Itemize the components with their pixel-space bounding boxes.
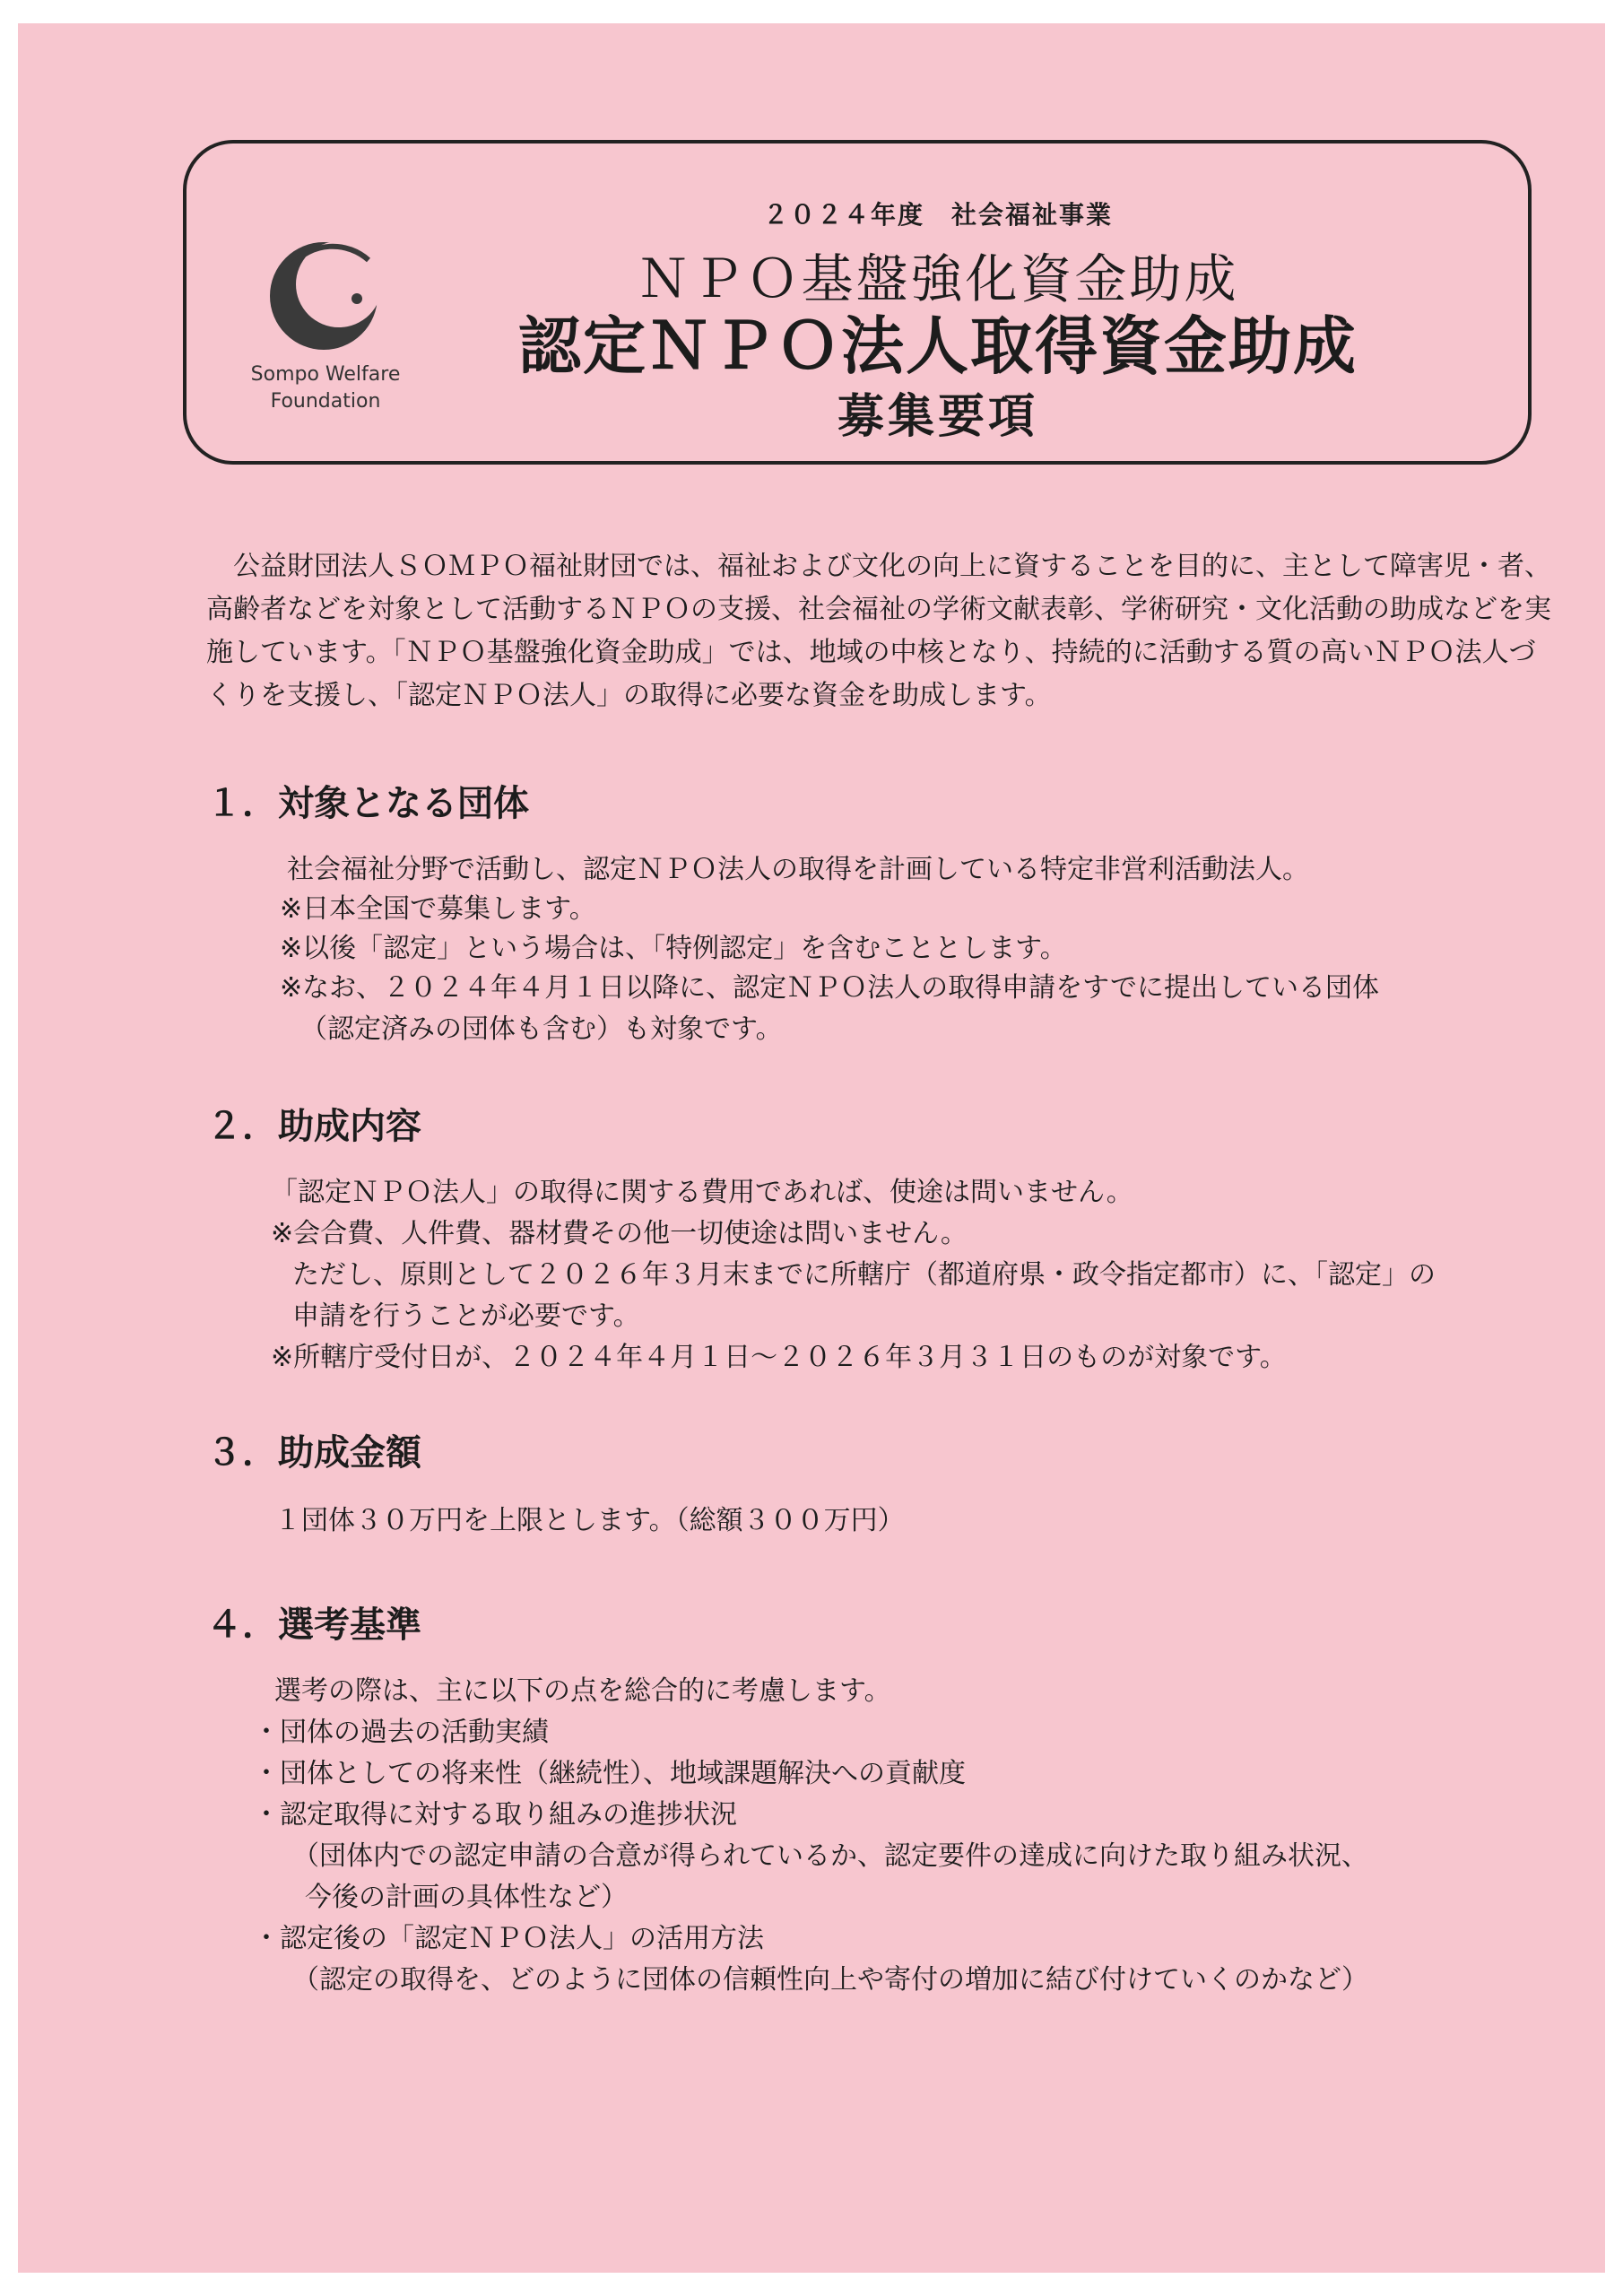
section-heading-selection-criteria: ４．選考基準 [206,1605,421,1646]
title-box [183,140,1532,465]
section-line: （認定済みの団体も含む）も対象です。 [300,1013,783,1045]
section-line: ・団体としての将来性（継続性）、地域課題解決への貢献度 [253,1758,966,1789]
section-line: （団体内での認定申請の合意が得られているか、認定要件の達成に向けた取り組み状況、 [292,1840,1368,1872]
document-page [18,23,1605,2273]
section-line: １団体３０万円を上限とします。（総額３００万円） [274,1505,905,1536]
logo-line-1: Sompo Welfare [250,363,401,386]
section-line: ・認定取得に対する取り組みの進捗状況 [253,1799,737,1831]
section-line: ・団体の過去の活動実績 [253,1717,549,1748]
section-heading-grant-amount: ３．助成金額 [206,1432,421,1474]
section-line: ・認定後の「認定ＮＰＯ法人」の活用方法 [253,1923,764,1954]
section-line: ※なお、２０２４年４月１日以降に、認定ＮＰＯ法人の取得申請をすでに提出している団体 [280,972,1380,1004]
fiscal-year-label: ２０２４年度 社会福祉事業 [762,200,1113,230]
section-line: ※日本全国で募集します。 [280,893,596,925]
section-line: 社会福祉分野で活動し、認定ＮＰＯ法人の取得を計画している特定非営利活動法人。 [287,854,1309,885]
section-line: ※所轄庁受付日が、２０２４年４月１日～２０２６年３月３１日のものが対象です。 [271,1342,1287,1373]
section-line: ただし、原則として２０２６年３月末までに所轄庁（都道府県・政令指定都市）に、「認定」の [292,1259,1436,1291]
section-line: 選考の際は、主に以下の点を総合的に考慮します。 [274,1675,891,1707]
intro-text: 公益財団法人ＳＯＭＰＯ福祉財団では、福祉および文化の向上に資することを目的に、主として障害児・者、高齢者などを対象として活動するＮＰＯの支援、社会福祉の学術文献表彰、学術研究・文化活動の助成などを実施しています。「ＮＰＯ基盤強化資金助成」では、地域の中核となり、持続的に活動する質の高いＮＰＯ法人づくりを支援し、「認定ＮＰＯ法人」の取得に必要な資金を助成します。 [206,551,1551,711]
section-heading-grant-content: ２．助成内容 [206,1106,421,1147]
section-line: （認定の取得を、どのように団体の信頼性向上や寄付の増加に結び付けていくのかなど） [292,1964,1368,1996]
grant-title: 認定ＮＰＯ法人取得資金助成 [518,309,1358,383]
section-line: ※以後「認定」という場合は、「特例認定」を含むこととします。 [280,933,1067,964]
section-line: 「認定ＮＰＯ法人」の取得に関する費用であれば、使途は問いません。 [271,1177,1133,1208]
section-heading-target-groups: １．対象となる団体 [206,783,529,824]
program-title: ＮＰＯ基盤強化資金助成 [637,248,1239,309]
intro-paragraph [206,545,1551,718]
guideline-title: 募集要項 [837,390,1038,444]
logo-line-2: Foundation [270,390,381,413]
section-line: 申請を行うことが必要です。 [292,1300,640,1332]
section-line: ※会合費、人件費、器材費その他一切使途は問いません。 [271,1218,968,1249]
section-line: 今後の計画の具体性など） [305,1882,628,1913]
